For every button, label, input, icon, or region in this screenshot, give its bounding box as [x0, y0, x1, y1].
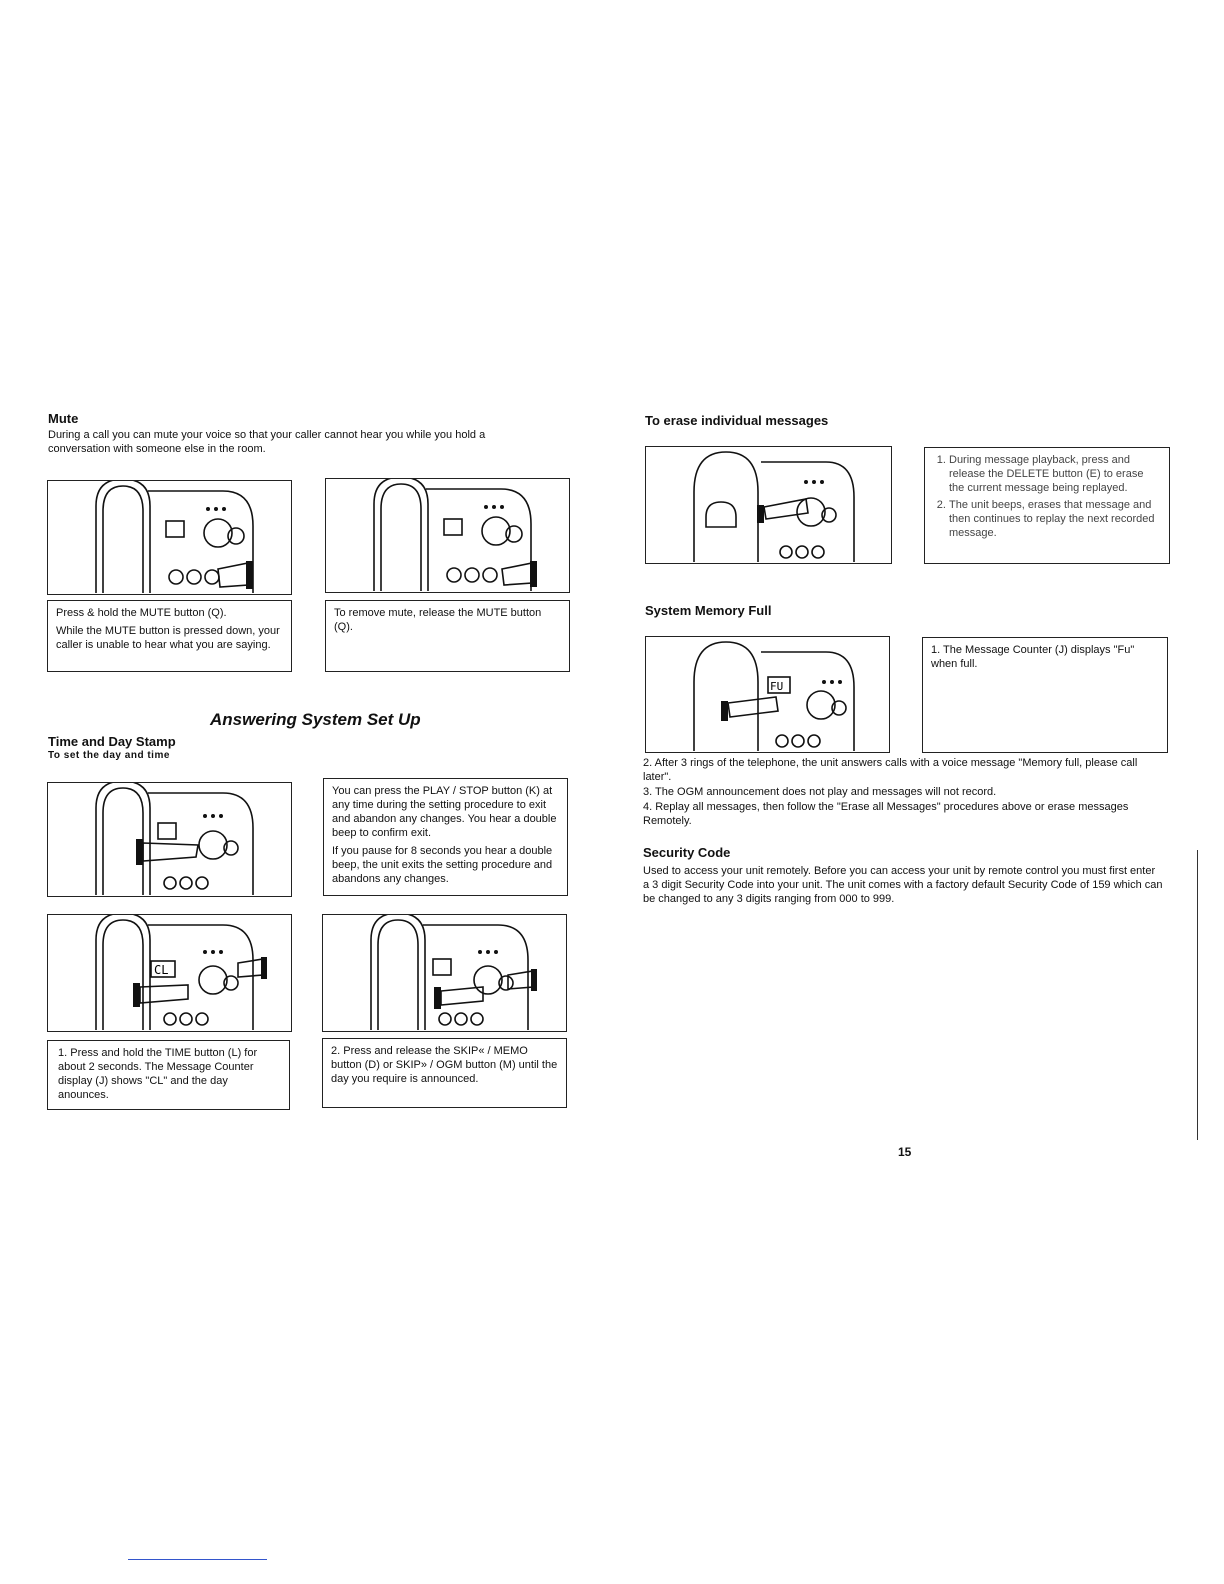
mute-hold-text: While the MUTE button is pressed down, your caller is unable to hear what you are saying.: [56, 625, 280, 651]
footer-rule: [128, 1559, 267, 1560]
mute-press-illustration: [47, 480, 292, 595]
erase-steps: [933, 453, 1161, 540]
time-pause-text: If you pause for 8 seconds you hear a double beep, the unit exits the setting procedure and abandons any changes.: [332, 845, 553, 885]
mute-heading: Mute: [48, 411, 79, 426]
time-exit-text: You can press the PLAY / STOP button (K) at any time during the setting procedure to exit and abandon any changes. You hear a double beep to confirm exit.: [332, 785, 557, 839]
time-step2-caption: [322, 1038, 567, 1108]
memory-full-caption: [922, 637, 1168, 753]
time-exit-note: [323, 778, 568, 896]
time-step1-text: 1. Press and hold the TIME button (L) for about 2 seconds. The Message Counter display (J) shows "CL" and the day anounces.: [58, 1047, 258, 1101]
erase-heading: To erase individual messages: [645, 413, 829, 428]
erase-step-1: 1. During message playback, press and release the DELETE button (E) to erase the current message being replayed.: [949, 453, 1161, 495]
time-step1-caption: [47, 1040, 290, 1110]
time-illustration-skip: [322, 914, 567, 1032]
time-day-heading: Time and Day Stamp: [48, 734, 176, 749]
section-title: Answering System Set Up: [210, 710, 421, 729]
mute-release-text: To remove mute, release the MUTE button (Q).: [334, 607, 542, 633]
time-step2-text: 2. Press and release the SKIP« / MEMO button (D) or SKIP» / OGM button (M) until the day you require is announced.: [331, 1045, 558, 1085]
cl-display: CL: [154, 963, 169, 977]
page-number: 15: [898, 1145, 912, 1159]
mute-release-illustration: [325, 478, 570, 593]
memory-full-box-step: 1. The Message Counter (J) displays "Fu" when full.: [931, 644, 1135, 670]
margin-rule: [1197, 850, 1198, 1140]
time-day-subheading: To set the day and time: [48, 750, 170, 761]
mute-press-text: Press & hold the MUTE button (Q).: [56, 607, 227, 619]
fu-display: FU: [770, 680, 784, 693]
erase-caption: [924, 447, 1170, 564]
mute-press-caption: [47, 600, 292, 672]
time-illustration-play: [47, 782, 292, 897]
time-illustration-cl: [47, 914, 292, 1032]
security-text: Used to access your unit remotely. Before you can access your unit by remote control you must first enter a 3 digit Security Code into your unit. The unit comes with a factory default Security Code of 159 which can be changed to any 3 digits ranging from 000 to 999.: [643, 865, 1163, 905]
memory-full-step-2: 2. After 3 rings of the telephone, the unit answers calls with a voice message "Memory full, please call later".: [643, 757, 1138, 783]
erase-illustration: [645, 446, 892, 564]
memory-full-heading: System Memory Full: [645, 603, 772, 618]
mute-release-caption: [325, 600, 570, 672]
security-heading: Security Code: [643, 845, 731, 860]
erase-step-2: 2. The unit beeps, erases that message and then continues to replay the next recorded message.: [949, 498, 1161, 540]
memory-full-illustration: [645, 636, 890, 753]
memory-full-step-3: 3. The OGM announcement does not play and messages will not record.: [643, 786, 997, 798]
mute-intro: During a call you can mute your voice so that your caller cannot hear you while you hold a conversation with someone else in the room.: [48, 429, 486, 455]
memory-full-step-4: 4. Replay all messages, then follow the "Erase all Messages" procedures above or erase messages Remotely.: [643, 801, 1129, 827]
memory-full-steps: [643, 756, 1168, 828]
